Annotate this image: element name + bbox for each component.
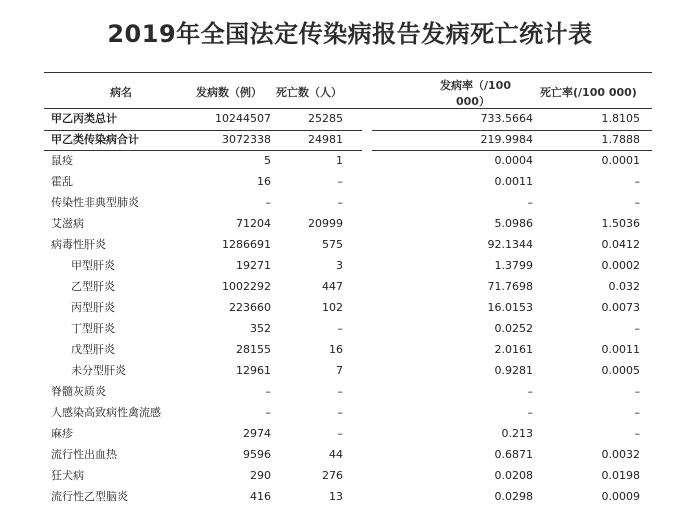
disease-name: 艾滋病 [51, 217, 84, 230]
table-row [0, 171, 700, 192]
column-header-death-rate: 死亡率(/100 000) [540, 86, 637, 99]
disease-name: 流行性出血热 [51, 448, 117, 461]
death-rate: 0.0198 [601, 469, 640, 482]
incidence-rate: 16.0153 [487, 301, 533, 314]
column-header-incidence-rate-unit: 000） [456, 95, 490, 108]
incidence-rate: 0.0252 [494, 322, 533, 335]
table-row [0, 465, 700, 486]
table-row [0, 234, 700, 255]
table-row [0, 213, 700, 234]
table-row [0, 360, 700, 381]
incidence-cases: – [265, 196, 271, 209]
death-count: 25285 [308, 112, 343, 125]
incidence-cases: 416 [250, 490, 271, 503]
incidence-cases: 3072338 [222, 133, 271, 146]
disease-name: 丙型肝炎 [71, 301, 115, 314]
death-rate: 1.5036 [601, 217, 640, 230]
incidence-rate: 0.9281 [494, 364, 533, 377]
death-rate: 0.0032 [601, 448, 640, 461]
incidence-rate: 733.5664 [480, 112, 533, 125]
table-row [0, 297, 700, 318]
table-row [0, 276, 700, 297]
table-row [0, 423, 700, 444]
table-row [0, 402, 700, 423]
incidence-rate: 92.1344 [487, 238, 533, 251]
death-count: 1 [336, 154, 343, 167]
table-row [0, 255, 700, 276]
death-count: – [337, 406, 343, 419]
incidence-rate: 0.213 [501, 427, 533, 440]
incidence-rate: 5.0986 [494, 217, 533, 230]
incidence-rate: 0.6871 [494, 448, 533, 461]
death-count: – [337, 385, 343, 398]
death-count: 276 [322, 469, 343, 482]
disease-name: 鼠疫 [51, 154, 73, 167]
death-rate: 0.0005 [601, 364, 640, 377]
death-rate: – [634, 196, 640, 209]
incidence-rate: 219.9984 [480, 133, 533, 146]
incidence-rate: 0.0298 [494, 490, 533, 503]
death-rate: 0.0002 [601, 259, 640, 272]
death-count: 575 [322, 238, 343, 251]
incidence-cases: 9596 [243, 448, 271, 461]
death-rate: 1.8105 [601, 112, 640, 125]
death-rate: 0.0009 [601, 490, 640, 503]
disease-name: 丁型肝炎 [71, 322, 115, 335]
disease-name: 传染性非典型肺炎 [51, 196, 139, 209]
death-rate: – [634, 175, 640, 188]
death-count: 7 [336, 364, 343, 377]
death-count: 20999 [308, 217, 343, 230]
table-row [0, 339, 700, 360]
death-rate: 1.7888 [601, 133, 640, 146]
incidence-rate: – [527, 385, 533, 398]
disease-name: 未分型肝炎 [71, 364, 126, 377]
incidence-cases: 1286691 [222, 238, 271, 251]
column-header-incidence-rate: 发病率（/100 [440, 79, 511, 92]
death-count: 3 [336, 259, 343, 272]
death-count: 44 [329, 448, 343, 461]
table-row [0, 381, 700, 402]
death-rate: 0.0011 [601, 343, 640, 356]
column-header-deaths: 死亡数（人） [276, 86, 342, 99]
incidence-rate: 0.0011 [494, 175, 533, 188]
death-rate: 0.0001 [601, 154, 640, 167]
incidence-cases: – [265, 385, 271, 398]
incidence-cases: 1002292 [222, 280, 271, 293]
death-rate: – [634, 427, 640, 440]
disease-name: 甲型肝炎 [71, 259, 115, 272]
incidence-rate: 0.0208 [494, 469, 533, 482]
table-row [0, 192, 700, 213]
disease-name: 甲乙类传染病合计 [51, 133, 139, 146]
incidence-rate: 2.0161 [494, 343, 533, 356]
incidence-cases: 5 [264, 154, 271, 167]
table-row [0, 318, 700, 339]
disease-name: 霍乱 [51, 175, 73, 188]
column-header-incidence-cases: 发病数（例） [196, 86, 262, 99]
page-title: 2019年全国法定传染病报告发病死亡统计表 [107, 20, 593, 48]
column-header-name: 病名 [110, 86, 132, 99]
incidence-cases: 223660 [229, 301, 271, 314]
incidence-rate: – [527, 196, 533, 209]
death-count: – [337, 175, 343, 188]
death-rate: 0.0073 [601, 301, 640, 314]
death-count: 13 [329, 490, 343, 503]
death-rate: 0.0412 [601, 238, 640, 251]
incidence-rate: 1.3799 [494, 259, 533, 272]
death-count: – [337, 196, 343, 209]
death-count: 102 [322, 301, 343, 314]
table-row [0, 486, 700, 507]
disease-name: 人感染高致病性禽流感 [51, 406, 161, 419]
death-count: 24981 [308, 133, 343, 146]
incidence-cases: – [265, 406, 271, 419]
incidence-cases: 28155 [236, 343, 271, 356]
disease-name: 脊髓灰质炎 [51, 385, 106, 398]
incidence-cases: 290 [250, 469, 271, 482]
table-row [0, 444, 700, 465]
incidence-cases: 19271 [236, 259, 271, 272]
disease-name: 狂犬病 [51, 469, 84, 482]
disease-name: 戊型肝炎 [71, 343, 115, 356]
table-row [0, 129, 700, 150]
incidence-cases: 16 [257, 175, 271, 188]
table-row [0, 108, 700, 129]
disease-name: 乙型肝炎 [71, 280, 115, 293]
incidence-cases: 71204 [236, 217, 271, 230]
incidence-cases: 2974 [243, 427, 271, 440]
incidence-rate: 0.0004 [494, 154, 533, 167]
incidence-cases: 12961 [236, 364, 271, 377]
disease-name: 病毒性肝炎 [51, 238, 106, 251]
death-count: – [337, 427, 343, 440]
disease-name: 甲乙丙类总计 [51, 112, 117, 125]
death-rate: – [634, 322, 640, 335]
incidence-cases: 10244507 [215, 112, 271, 125]
disease-name: 流行性乙型脑炎 [51, 490, 128, 503]
death-count: 16 [329, 343, 343, 356]
incidence-rate: 71.7698 [487, 280, 533, 293]
death-rate: 0.032 [608, 280, 640, 293]
death-rate: – [634, 385, 640, 398]
incidence-rate: – [527, 406, 533, 419]
table-top-rule [44, 72, 652, 73]
table-row [0, 150, 700, 171]
incidence-cases: 352 [250, 322, 271, 335]
death-count: 447 [322, 280, 343, 293]
disease-name: 麻疹 [51, 427, 73, 440]
death-rate: – [634, 406, 640, 419]
death-count: – [337, 322, 343, 335]
